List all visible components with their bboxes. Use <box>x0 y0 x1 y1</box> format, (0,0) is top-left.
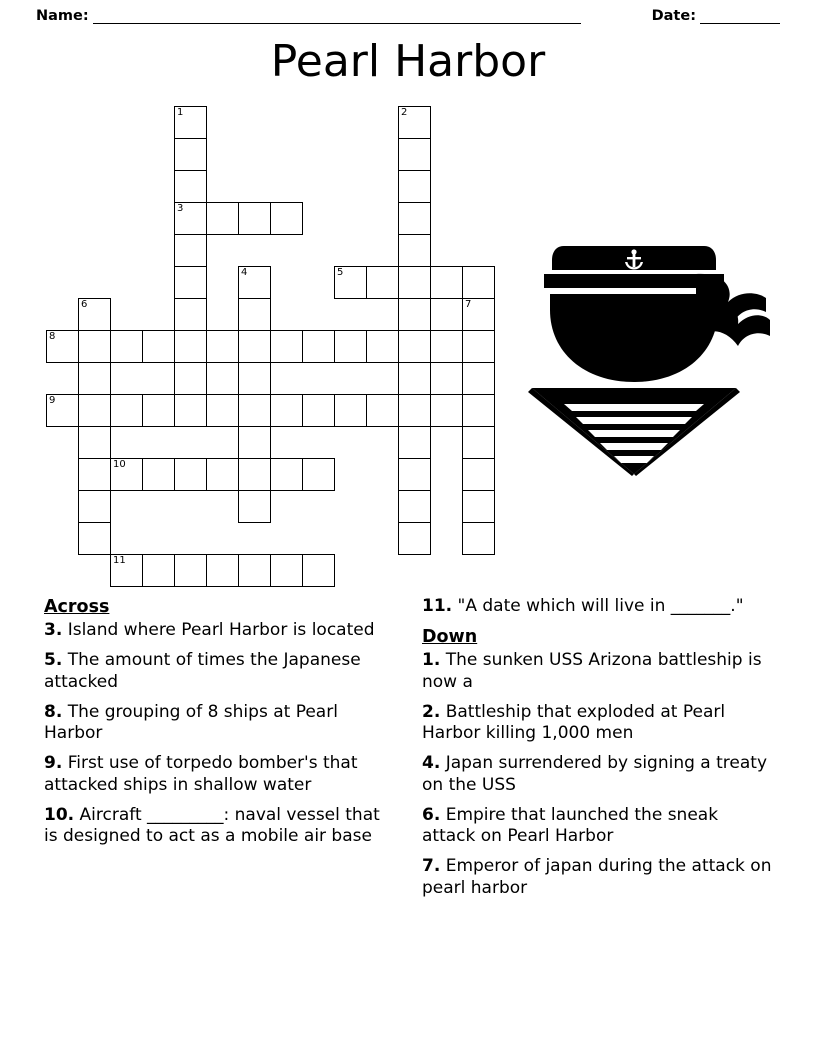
crossword-grid <box>46 106 546 592</box>
crossword-cell[interactable] <box>142 458 175 491</box>
crossword-cell[interactable] <box>462 426 495 459</box>
name-field-group <box>36 8 640 24</box>
crossword-cell[interactable] <box>78 394 111 427</box>
clue-text: "A date which will live in _______." <box>457 596 744 616</box>
crossword-cell[interactable] <box>334 394 367 427</box>
crossword-cell[interactable] <box>206 554 239 587</box>
crossword-cell[interactable] <box>302 330 335 363</box>
clue-number: 1. <box>422 650 441 671</box>
cell-number: 4 <box>241 267 248 278</box>
clue-number: 11. <box>422 596 453 616</box>
clue-down-1 <box>422 650 774 694</box>
crossword-cell[interactable] <box>270 330 303 363</box>
crossword-cell[interactable] <box>46 330 79 363</box>
crossword-cell[interactable] <box>142 394 175 427</box>
cell-number: 10 <box>113 459 126 470</box>
date-field-group <box>652 8 780 24</box>
crossword-cell[interactable] <box>238 426 271 459</box>
crossword-cell[interactable] <box>398 138 431 171</box>
clue-text: Japan surrendered by signing a treaty on the USS <box>422 753 768 795</box>
crossword-cell[interactable] <box>174 202 207 235</box>
clue-text: First use of torpedo bomber's that attacked ships in shallow water <box>44 753 358 795</box>
clue-number: 9. <box>44 753 63 774</box>
crossword-cell[interactable] <box>238 458 271 491</box>
crossword-cell[interactable] <box>398 170 431 203</box>
crossword-cell[interactable] <box>78 426 111 459</box>
clue-text: The grouping of 8 ships at Pearl Harbor <box>44 701 338 744</box>
cell-number: 9 <box>49 395 56 406</box>
clue-text: Aircraft _________: naval vessel that is designed to act as a mobile air base <box>44 804 380 847</box>
crossword-cell[interactable] <box>302 458 335 491</box>
crossword-cell[interactable] <box>174 458 207 491</box>
crossword-cell[interactable] <box>110 330 143 363</box>
crossword-cell[interactable] <box>206 330 239 363</box>
crossword-cell[interactable] <box>398 234 431 267</box>
crossword-cell[interactable] <box>398 426 431 459</box>
clue-across-11 <box>422 596 774 618</box>
crossword-cell[interactable] <box>174 106 207 139</box>
crossword-cell[interactable] <box>238 554 271 587</box>
crossword-cell[interactable] <box>270 202 303 235</box>
crossword-cell[interactable] <box>462 394 495 427</box>
clue-number: 3. <box>44 620 63 641</box>
crossword-cell[interactable] <box>110 554 143 587</box>
clues-section <box>44 596 774 976</box>
cell-number: 5 <box>337 267 344 278</box>
crossword-cell[interactable] <box>430 394 463 427</box>
clue-text: Battleship that exploded at Pearl Harbor killing 1,000 men <box>422 701 726 744</box>
name-input-line[interactable] <box>93 11 581 24</box>
page-title: Pearl Harbor <box>270 36 546 87</box>
crossword-cell[interactable] <box>398 106 431 139</box>
crossword-cell[interactable] <box>238 330 271 363</box>
header <box>36 0 780 24</box>
down-heading: Down <box>422 626 478 647</box>
crossword-cell[interactable] <box>270 554 303 587</box>
crossword-cell[interactable] <box>78 490 111 523</box>
crossword-cell[interactable] <box>174 138 207 171</box>
crossword-cell[interactable] <box>366 266 399 299</box>
crossword-cell[interactable] <box>238 490 271 523</box>
crossword-cell[interactable] <box>174 170 207 203</box>
clue-number: 6. <box>422 804 441 825</box>
crossword-cell[interactable] <box>78 362 111 395</box>
date-label: Date: <box>651 8 696 24</box>
crossword-cell[interactable] <box>174 554 207 587</box>
crossword-cell[interactable] <box>398 490 431 523</box>
clue-number: 2. <box>422 701 441 722</box>
cell-number: 6 <box>81 299 88 310</box>
crossword-cell[interactable] <box>174 330 207 363</box>
crossword-cell[interactable] <box>174 362 207 395</box>
crossword-cell[interactable] <box>398 362 431 395</box>
clue-number: 4. <box>422 753 441 774</box>
crossword-cell[interactable] <box>398 330 431 363</box>
crossword-cell[interactable] <box>238 298 271 331</box>
cell-number: 8 <box>49 331 56 342</box>
crossword-cell[interactable] <box>174 394 207 427</box>
crossword-cell[interactable] <box>110 394 143 427</box>
crossword-cell[interactable] <box>334 266 367 299</box>
clue-across-9 <box>44 753 396 797</box>
clue-number: 5. <box>44 650 63 671</box>
crossword-cell[interactable] <box>462 490 495 523</box>
crossword-cell[interactable] <box>206 458 239 491</box>
name-label: Name: <box>36 8 89 24</box>
crossword-cell[interactable] <box>142 330 175 363</box>
crossword-cell[interactable] <box>206 394 239 427</box>
crossword-cell[interactable] <box>366 394 399 427</box>
crossword-cell[interactable] <box>78 298 111 331</box>
crossword-cell[interactable] <box>174 266 207 299</box>
crossword-cell[interactable] <box>398 522 431 555</box>
crossword-cell[interactable] <box>270 458 303 491</box>
crossword-cell[interactable] <box>462 362 495 395</box>
clue-text: The amount of times the Japanese attacked <box>44 650 361 692</box>
crossword-cell[interactable] <box>270 394 303 427</box>
crossword-cell[interactable] <box>206 202 239 235</box>
crossword-cell[interactable] <box>398 458 431 491</box>
crossword-cell[interactable] <box>46 394 79 427</box>
clue-number: 7. <box>422 856 441 877</box>
crossword-cell[interactable] <box>462 522 495 555</box>
crossword-cell[interactable] <box>238 266 271 299</box>
crossword-cell[interactable] <box>78 522 111 555</box>
crossword-cell[interactable] <box>238 362 271 395</box>
crossword-cell[interactable] <box>366 330 399 363</box>
clue-down-7 <box>422 856 774 900</box>
clue-text: Island where Pearl Harbor is located <box>67 620 375 641</box>
crossword-cell[interactable] <box>78 458 111 491</box>
cell-number: 3 <box>177 203 184 214</box>
clue-number: 10. <box>44 804 75 825</box>
across-heading: Across <box>44 597 110 617</box>
crossword-cell[interactable] <box>334 330 367 363</box>
crossword-cell[interactable] <box>462 298 495 331</box>
crossword-cell[interactable] <box>430 266 463 299</box>
clue-across-5 <box>44 650 396 694</box>
date-input-line[interactable] <box>700 11 780 24</box>
crossword-cell[interactable] <box>302 554 335 587</box>
clue-across-10 <box>44 805 396 849</box>
crossword-cell[interactable] <box>430 330 463 363</box>
clue-across-8 <box>44 702 396 746</box>
crossword-cell[interactable] <box>398 266 431 299</box>
crossword-cell[interactable] <box>462 330 495 363</box>
crossword-cell[interactable] <box>462 266 495 299</box>
cell-number: 7 <box>465 299 472 310</box>
clue-text: Empire that launched the sneak attack on Pearl Harbor <box>422 804 719 847</box>
clue-down-6 <box>422 805 774 849</box>
cell-number: 11 <box>113 555 126 566</box>
clue-down-4 <box>422 753 774 797</box>
clue-across-3 <box>44 620 396 642</box>
clue-text: The sunken USS Arizona battleship is now a <box>422 650 762 692</box>
crossword-cell[interactable] <box>302 394 335 427</box>
crossword-cell[interactable] <box>238 394 271 427</box>
crossword-cell[interactable] <box>398 202 431 235</box>
clue-text: Emperor of japan during the attack on pearl harbor <box>422 856 772 898</box>
clue-down-2 <box>422 702 774 746</box>
navy-cap-chevron-emblem <box>528 236 778 476</box>
cell-number: 1 <box>177 107 184 118</box>
crossword-cell[interactable] <box>174 234 207 267</box>
crossword-cell[interactable] <box>110 458 143 491</box>
crossword-cell[interactable] <box>238 202 271 235</box>
crossword-cell[interactable] <box>398 298 431 331</box>
crossword-cell[interactable] <box>142 554 175 587</box>
cell-number: 2 <box>401 107 408 118</box>
crossword-cell[interactable] <box>462 458 495 491</box>
crossword-cell[interactable] <box>78 330 111 363</box>
clue-number: 8. <box>44 701 63 722</box>
crossword-cell[interactable] <box>174 298 207 331</box>
crossword-cell[interactable] <box>398 394 431 427</box>
